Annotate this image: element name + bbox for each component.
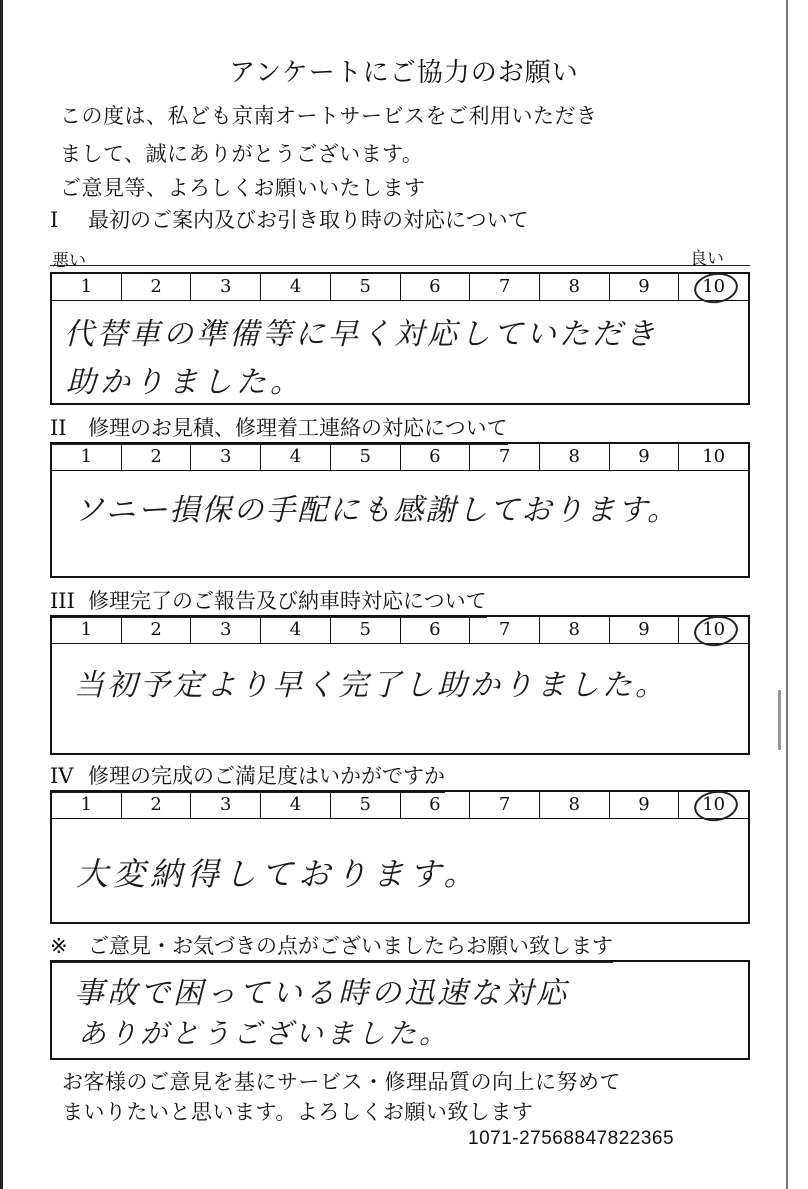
remarks-mark: ※	[50, 934, 68, 958]
rating-3[interactable]: 3	[191, 274, 261, 300]
scan-speck	[778, 690, 781, 750]
question-4-box	[50, 790, 750, 924]
question-1-heading	[50, 204, 529, 234]
intro-line-2: まして、誠にありがとうございます。	[60, 142, 424, 166]
document-code: 1071-27568847822365	[468, 1128, 675, 1149]
rating-6[interactable]: 6	[401, 792, 471, 818]
rating-7[interactable]: 7	[470, 444, 540, 470]
rating-6[interactable]: 6	[401, 444, 471, 470]
rating-10[interactable]: 10	[679, 792, 748, 818]
rating-scale-4	[52, 792, 748, 819]
closing-line-1: お客様のご意見を基にサービス・修理品質の向上に努めて	[62, 1070, 621, 1094]
rating-8[interactable]: 8	[540, 792, 610, 818]
scale-label-line	[50, 265, 750, 266]
rating-8[interactable]: 8	[540, 617, 610, 643]
question-3-number: III	[50, 589, 75, 613]
question-1-box	[50, 272, 750, 405]
remarks-heading	[50, 930, 613, 960]
rating-9[interactable]: 9	[610, 792, 680, 818]
rating-1[interactable]: 1	[52, 444, 122, 470]
comment-line: 当初予定より早く完了し助かりました。	[74, 668, 668, 703]
rating-7[interactable]: 7	[470, 792, 540, 818]
selected-circle-mark	[692, 270, 740, 306]
comment-line: 助かりました。	[66, 365, 304, 400]
question-2-box	[50, 442, 750, 578]
rating-6[interactable]: 6	[401, 617, 471, 643]
left-edge-line	[0, 0, 3, 1189]
question-4-text: 修理の完成のご満足度はいかがですか	[88, 764, 445, 788]
remarks-box	[50, 960, 750, 1060]
scale-label-bad: 悪い	[52, 251, 86, 271]
intro-line-3: ご意見等、よろしくお願いいたします	[60, 176, 426, 200]
rating-2[interactable]: 2	[122, 792, 192, 818]
question-1-text: 最初のご案内及びお引き取り時の対応について	[88, 208, 529, 232]
rating-6[interactable]: 6	[401, 274, 471, 300]
question-3-text: 修理完了のご報告及び納車時対応について	[88, 589, 487, 613]
rating-5[interactable]: 5	[331, 792, 401, 818]
rating-10[interactable]: 10	[679, 274, 748, 300]
question-3-heading	[50, 585, 487, 615]
right-edge-line	[786, 0, 788, 1189]
selected-circle-mark	[692, 613, 740, 649]
question-1-number: I	[50, 208, 59, 232]
rating-1[interactable]: 1	[52, 274, 122, 300]
rating-8[interactable]: 8	[540, 444, 610, 470]
comment-line: ソニー損保の手配にも感謝しております。	[74, 493, 679, 528]
question-4-heading	[50, 760, 445, 790]
question-2-text: 修理のお見積、修理着工連絡の対応について	[88, 416, 508, 440]
rating-scale-1	[52, 274, 748, 301]
rating-7[interactable]: 7	[470, 274, 540, 300]
rating-3[interactable]: 3	[191, 792, 261, 818]
rating-5[interactable]: 5	[331, 274, 401, 300]
comment-line: ありがとうございました。	[78, 1017, 451, 1050]
rating-scale-3	[52, 617, 748, 644]
rating-3[interactable]: 3	[191, 444, 261, 470]
question-3-box	[50, 615, 750, 755]
rating-9[interactable]: 9	[610, 617, 680, 643]
rating-3[interactable]: 3	[191, 617, 261, 643]
rating-2[interactable]: 2	[122, 274, 192, 300]
intro-line-1: この度は、私ども京南オートサービスをご利用いただき	[60, 104, 598, 128]
closing-line-2: まいりたいと思います。よろしくお願い致します	[62, 1100, 534, 1124]
comment-line: 大変納得しております。	[76, 855, 481, 893]
comment-line: 代替車の準備等に早く対応していただき	[64, 317, 658, 352]
rating-4[interactable]: 4	[261, 792, 331, 818]
rating-4[interactable]: 4	[261, 444, 331, 470]
question-4-number: IV	[50, 764, 74, 788]
rating-10[interactable]: 10	[702, 446, 726, 467]
rating-7[interactable]: 7	[470, 617, 540, 643]
rating-4[interactable]: 4	[261, 274, 331, 300]
comment-line: 事故で困っている時の迅速な対応	[74, 976, 569, 1011]
rating-9[interactable]: 9	[610, 274, 680, 300]
survey-title: アンケートにご協力のお願い	[229, 58, 579, 88]
rating-5[interactable]: 5	[331, 444, 401, 470]
rating-1[interactable]: 1	[52, 792, 122, 818]
rating-4[interactable]: 4	[261, 617, 331, 643]
scale-label-good: 良い	[690, 249, 724, 269]
question-2-heading	[50, 412, 508, 442]
rating-10[interactable]: 10	[679, 617, 748, 643]
remarks-text: ご意見・お気づきの点がございましたらお願い致します	[88, 934, 613, 958]
rating-8[interactable]: 8	[540, 274, 610, 300]
rating-1[interactable]: 1	[52, 617, 122, 643]
question-2-number: II	[50, 416, 67, 440]
rating-9[interactable]: 9	[610, 444, 680, 470]
rating-2[interactable]: 2	[122, 444, 192, 470]
rating-scale-2	[52, 444, 748, 471]
rating-5[interactable]: 5	[331, 617, 401, 643]
rating-2[interactable]: 2	[122, 617, 192, 643]
selected-circle-mark	[692, 788, 740, 824]
